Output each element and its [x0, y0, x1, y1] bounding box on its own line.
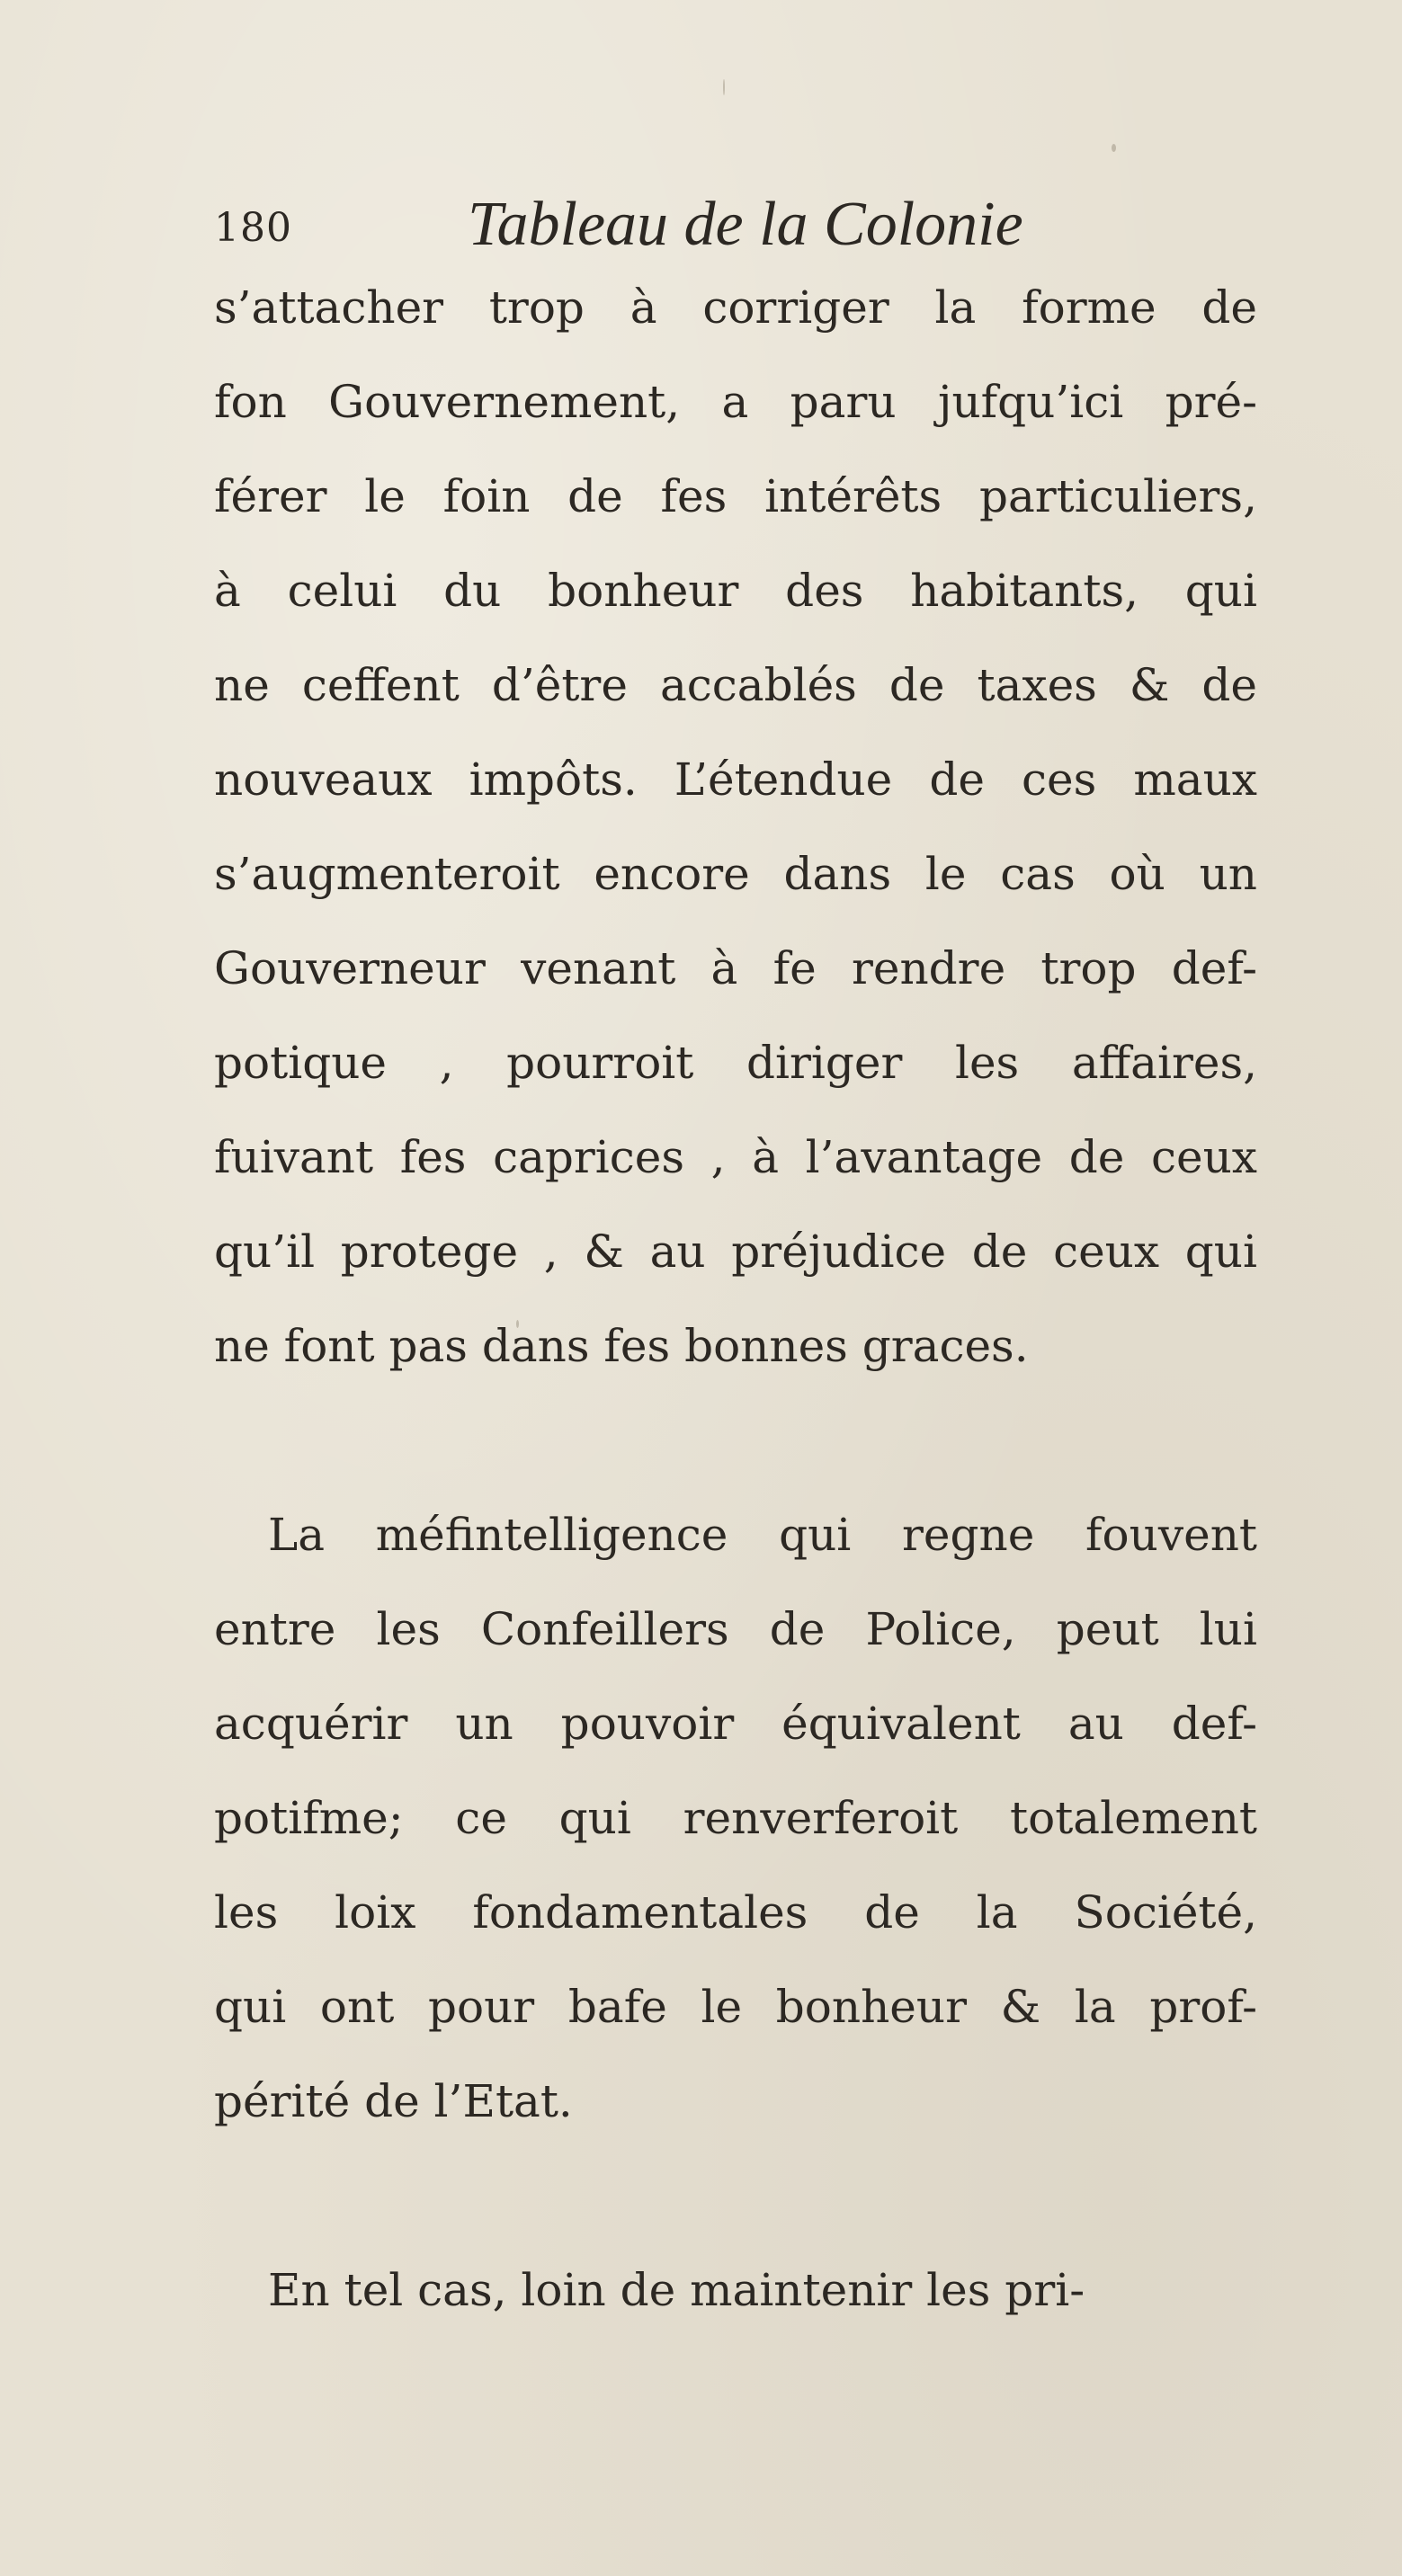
text-line: Gouverneur venant à fe rendre trop def-	[214, 942, 1257, 994]
text-line: qu’il protege , & au préjudice de ceux qui	[214, 1226, 1257, 1278]
paragraph-2	[214, 1488, 1257, 2149]
text-line: les loix fondamentales de la Société,	[214, 1886, 1257, 1939]
text-line: s’augmenteroit encore dans le cas où un	[214, 848, 1257, 900]
paragraph-1	[214, 261, 1257, 1394]
paper-speck	[1112, 144, 1116, 152]
text-line: ne ceffent d’être accablés de taxes & de	[214, 659, 1257, 711]
text-line: potifme; ce qui renverferoit totalement	[214, 1792, 1257, 1844]
page-number: 180	[214, 205, 292, 251]
text-line: La méfintelligence qui regne fouvent	[268, 1509, 1257, 1561]
paper-speck	[723, 79, 725, 95]
text-line: férer le foin de fes intérêts particuliers,	[214, 470, 1257, 522]
text-line: ne font pas dans fes bonnes graces.	[214, 1320, 1029, 1372]
text-line: à celui du bonheur des habitants, qui	[214, 565, 1257, 617]
paragraph-3	[214, 2243, 1257, 2338]
text-line: fon Gouvernement, a paru jufqu’ici pré-	[214, 376, 1257, 428]
text-line: fuivant fes caprices , à l’avantage de ceux	[214, 1131, 1257, 1183]
page-header	[214, 189, 1257, 261]
text-line: acquérir un pouvoir équivalent au def-	[214, 1698, 1257, 1750]
text-line: qui ont pour bafe le bonheur & la prof-	[214, 1981, 1257, 2033]
text-line: périté de l’Etat.	[214, 2075, 573, 2127]
paper-speck	[516, 1320, 519, 1328]
text-line: nouveaux impôts. L’étendue de ces maux	[214, 753, 1257, 806]
text-line: En tel cas, loin de maintenir les pri-	[268, 2264, 1085, 2316]
running-title: Tableau de la Colonie	[468, 190, 1023, 259]
text-line: s’attacher trop à corriger la forme de	[214, 281, 1257, 334]
text-line: entre les Confeillers de Police, peut lui	[214, 1603, 1257, 1655]
body-text	[214, 261, 1257, 2338]
text-line: potique , pourroit diriger les affaires,	[214, 1037, 1257, 1089]
